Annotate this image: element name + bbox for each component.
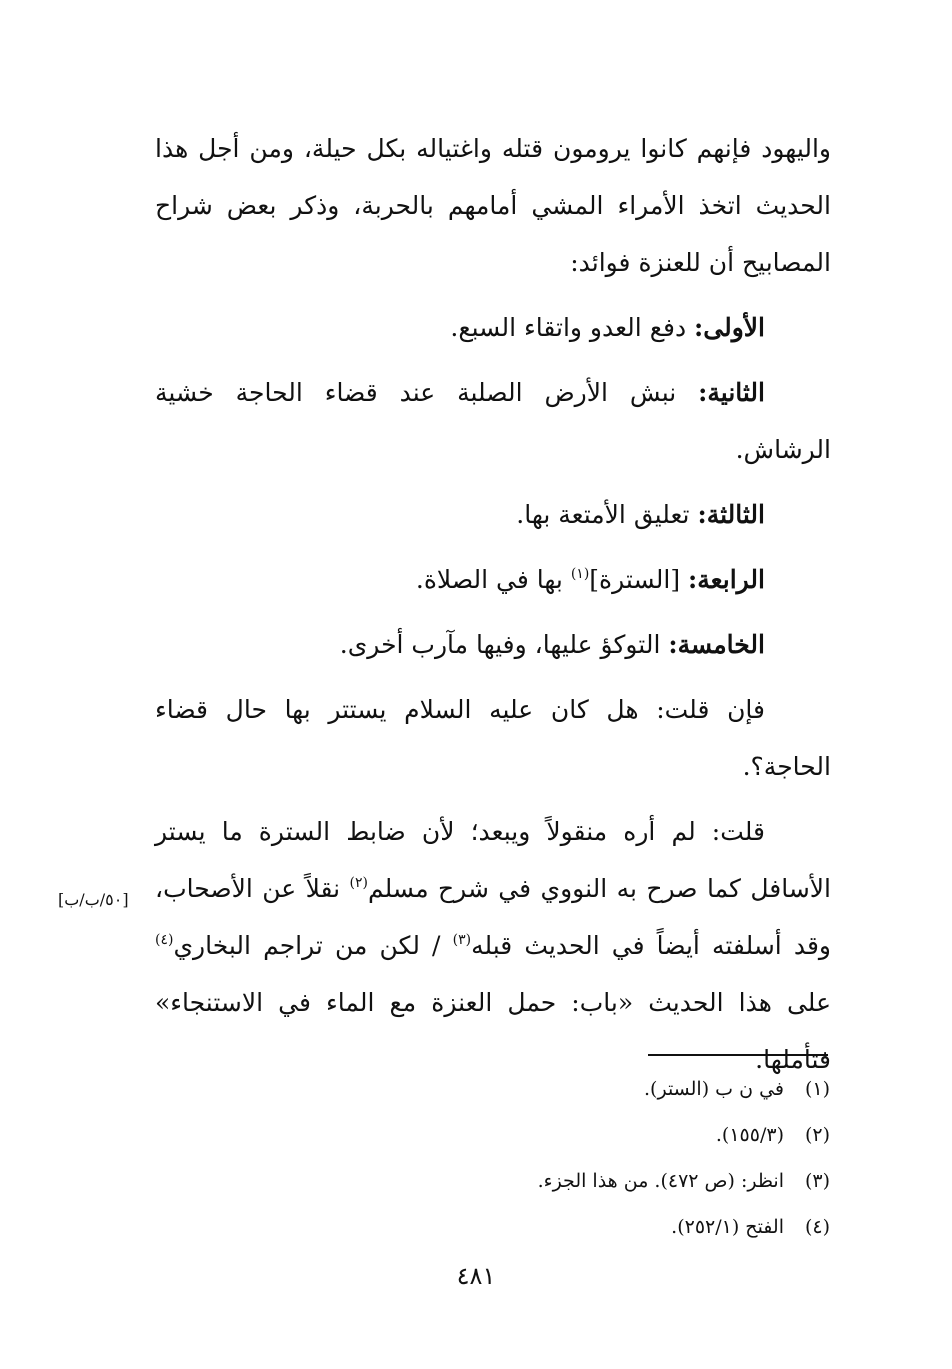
paragraph-benefit-2 (155, 364, 831, 478)
benefit-term: الرابعة: (688, 565, 765, 594)
paragraph-benefit-3 (155, 486, 831, 543)
footnote-ref-2[interactable]: (٢) (349, 875, 368, 891)
paragraph-text: قلت: لم أره منقولاً ويبعد؛ لأن ضابط السترة ما يستر الأسافل كما صرح به النووي في شرح مسلم (155, 817, 831, 903)
benefit-term: الأولى: (694, 313, 765, 342)
paragraph-benefit-4 (155, 551, 831, 608)
footnote-text: الفتح (٢٥٢/١). (671, 1216, 784, 1238)
benefit-text-cont: بها في الصلاة. (415, 565, 571, 594)
paragraph-text-cont: / لكن من تراجم البخاري (173, 931, 453, 960)
footnote-number: (١) (804, 1078, 830, 1100)
benefit-text: نبش الأرض الصلبة عند قضاء الحاجة خشية الرشاش. (155, 378, 831, 464)
footnote-number: (٣) (804, 1170, 830, 1192)
benefit-term: الثالثة: (697, 500, 765, 529)
footnote-item (300, 1204, 830, 1250)
footnote-item (300, 1158, 830, 1204)
footnote-number: (٢) (804, 1124, 830, 1146)
paragraph-text-cont: نقلاً عن الأصحاب، وقد أسلفته أيضاً في الحديث قبله (155, 874, 831, 960)
footnote-number: (٤) (804, 1216, 830, 1238)
benefit-term: الثانية: (698, 378, 765, 407)
paragraph-text: واليهود فإنهم كانوا يرومون قتله واغتياله بكل حيلة، ومن أجل هذا الحديث اتخذ الأمراء المشي أمامهم بالحربة، وذكر بعض شراح المصابيح أن للعنزة فوائد: (155, 134, 831, 277)
footnote-text: انظر: (ص ٤٧٢). من هذا الجزء. (537, 1170, 784, 1192)
benefit-text: تعليق الأمتعة بها. (516, 500, 698, 529)
benefit-term: الخامسة: (668, 630, 765, 659)
benefit-text: دفع العدو واتقاء السبع. (450, 313, 695, 342)
benefit-text: [السترة] (589, 565, 689, 594)
footnote-text: (١٥٥/٣). (715, 1124, 784, 1146)
footnotes (300, 1066, 830, 1250)
footnote-ref-1[interactable]: (١) (570, 566, 590, 582)
paragraph-question (155, 681, 831, 795)
paragraph-benefit-1 (155, 299, 831, 356)
benefit-text: التوكؤ عليها، وفيها مآرب أخرى. (339, 630, 669, 659)
main-text (155, 120, 831, 1096)
paragraph-answer (155, 803, 831, 1088)
paragraph-text-cont: على هذا الحديث «باب: حمل العنزة مع الماء في الاستنجاء» فتأملها. (155, 988, 831, 1074)
page-number: ٤٨١ (456, 1262, 496, 1290)
footnote-divider (648, 1054, 828, 1056)
footnote-item (300, 1112, 830, 1158)
footnote-item (300, 1066, 830, 1112)
footnote-ref-4[interactable]: (٤) (155, 932, 174, 948)
paragraph-text: فإن قلت: هل كان عليه السلام يستتر بها حال قضاء الحاجة؟. (155, 695, 831, 781)
paragraph-intro (155, 120, 831, 291)
manuscript-folio-note: [٥٠/ب/ب] (58, 890, 129, 909)
footnote-ref-3[interactable]: (٣) (452, 932, 472, 948)
footnote-text: في ن ب (الستر). (644, 1078, 784, 1100)
paragraph-benefit-5 (155, 616, 831, 673)
